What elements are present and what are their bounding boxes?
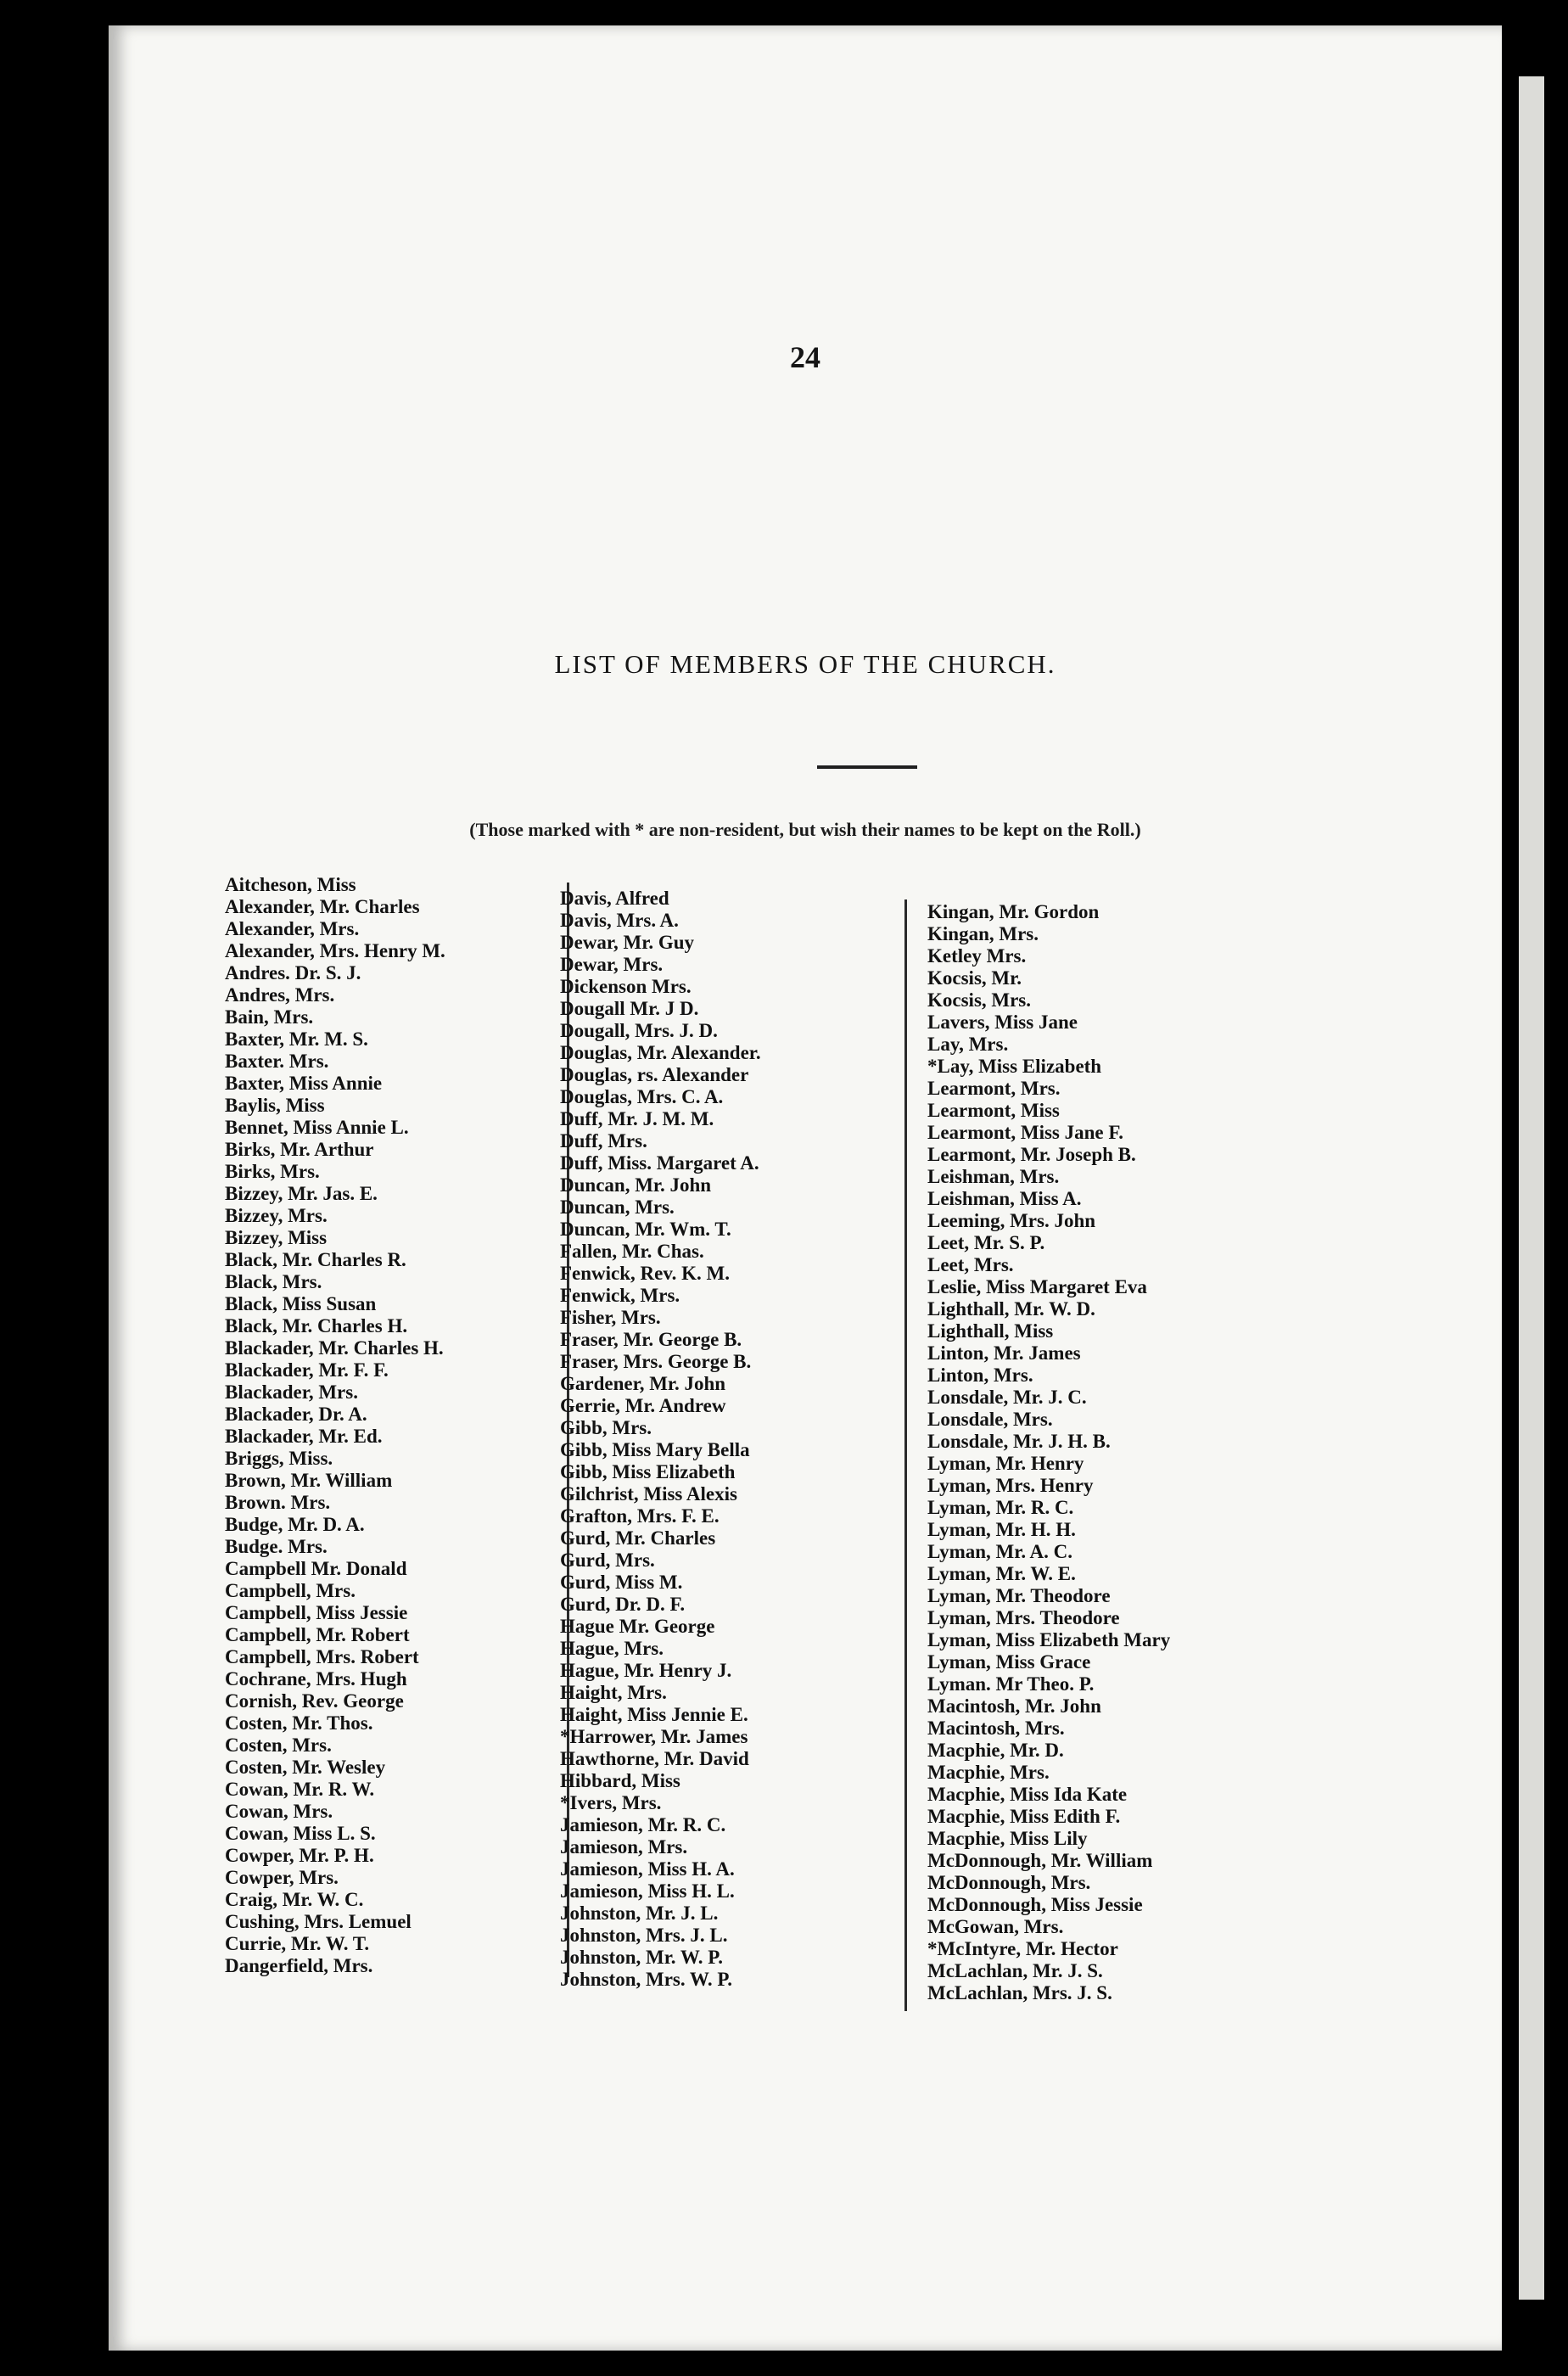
member-name: Gurd, Mrs. <box>560 1549 655 1571</box>
member-name: Lyman, Miss Elizabeth Mary <box>927 1629 1171 1650</box>
member-name: Macphie, Miss Lily <box>927 1828 1088 1849</box>
member-name: Gibb, Miss Mary Bella <box>560 1439 750 1460</box>
member-name: *Ivers, Mrs. <box>560 1792 662 1813</box>
member-name: Lyman, Mr. Theodore <box>927 1585 1111 1606</box>
member-name: Lighthall, Mr. W. D. <box>927 1298 1095 1320</box>
member-name: Lonsdale, Mr. J. C. <box>927 1387 1087 1408</box>
member-name: Dangerfield, Mrs. <box>225 1955 373 1976</box>
member-name: Lyman, Mr. Henry <box>927 1453 1084 1474</box>
member-name: Duff, Mrs. <box>560 1130 647 1152</box>
member-name: Bizzey, Mrs. <box>225 1205 328 1226</box>
member-name: Haight, Mrs. <box>560 1682 667 1703</box>
member-name: Gardener, Mr. John <box>560 1373 726 1394</box>
member-name: Fraser, Mrs. George B. <box>560 1351 752 1372</box>
member-name: Duff, Miss. Margaret A. <box>560 1152 759 1174</box>
member-name: Bizzey, Mr. Jas. E. <box>225 1183 378 1204</box>
member-column-1 <box>225 874 445 1977</box>
member-name: Cornish, Rev. George <box>225 1690 404 1712</box>
member-name: Lyman. Mr Theo. P. <box>927 1673 1095 1695</box>
member-name: Lighthall, Miss <box>927 1320 1054 1342</box>
member-name: Baxter, Mr. M. S. <box>225 1028 368 1050</box>
member-name: Gurd, Mr. Charles <box>560 1527 716 1549</box>
member-name: Gibb, Miss Elizabeth <box>560 1461 736 1482</box>
member-name: Black, Mr. Charles H. <box>225 1315 408 1336</box>
member-name: Duncan, Mr. Wm. T. <box>560 1219 731 1240</box>
member-name: *Lay, Miss Elizabeth <box>927 1056 1102 1077</box>
member-name: Costen, Mrs. <box>225 1734 332 1756</box>
member-name: McLachlan, Mrs. J. S. <box>927 1982 1112 2003</box>
member-name: Lyman, Mrs. Theodore <box>927 1607 1120 1628</box>
member-name: Haight, Miss Jennie E. <box>560 1704 748 1725</box>
member-name: Duff, Mr. J. M. M. <box>560 1108 714 1129</box>
adjacent-page-edge <box>1519 76 1544 2300</box>
member-name: Briggs, Miss. <box>225 1448 333 1469</box>
member-name: Brown, Mr. William <box>225 1470 393 1491</box>
member-name: Leet, Mrs. <box>927 1254 1014 1275</box>
member-name: Lyman, Mr. H. H. <box>927 1519 1076 1540</box>
member-name: Learmont, Miss Jane F. <box>927 1122 1124 1143</box>
member-name: Hibbard, Miss <box>560 1770 680 1791</box>
member-name: Cochrane, Mrs. Hugh <box>225 1668 407 1690</box>
member-name: Cushing, Mrs. Lemuel <box>225 1911 412 1932</box>
title-rule <box>817 765 917 769</box>
member-name: Leet, Mr. S. P. <box>927 1232 1045 1253</box>
member-name: Cowan, Mr. R. W. <box>225 1779 375 1800</box>
member-name: Dewar, Mr. Guy <box>560 932 695 953</box>
member-name: Macintosh, Mr. John <box>927 1695 1101 1717</box>
member-name: Lonsdale, Mrs. <box>927 1409 1053 1430</box>
member-name: Gerrie, Mr. Andrew <box>560 1395 726 1416</box>
member-name: Aitcheson, Miss <box>225 874 356 895</box>
member-name: Blackader, Mr. F. F. <box>225 1359 389 1381</box>
member-name: *Harrower, Mr. James <box>560 1726 748 1747</box>
member-name: Fraser, Mr. George B. <box>560 1329 742 1350</box>
member-name: Costen, Mr. Wesley <box>225 1757 386 1778</box>
member-name: Black, Mr. Charles R. <box>225 1249 406 1270</box>
member-name: Learmont, Miss <box>927 1100 1060 1121</box>
member-name: Dougall Mr. J D. <box>560 998 699 1019</box>
member-name: Alexander, Mr. Charles <box>225 896 420 917</box>
member-name: Cowper, Mr. P. H. <box>225 1845 374 1866</box>
member-name: Dewar, Mrs. <box>560 954 664 975</box>
member-name: Johnston, Mrs. J. L. <box>560 1925 728 1946</box>
member-name: Lyman, Miss Grace <box>927 1651 1091 1673</box>
member-name: Lyman, Mr. R. C. <box>927 1497 1074 1518</box>
member-name: Gurd, Dr. D. F. <box>560 1594 686 1615</box>
member-name: Macphie, Mrs. <box>927 1762 1050 1783</box>
member-name: Fenwick, Rev. K. M. <box>560 1263 730 1284</box>
member-name: Fallen, Mr. Chas. <box>560 1241 704 1262</box>
member-name: Baxter. Mrs. <box>225 1051 329 1072</box>
page-number: 24 <box>790 340 820 374</box>
member-name: Budge, Mr. D. A. <box>225 1514 365 1535</box>
member-name: Jamieson, Mr. R. C. <box>560 1814 726 1835</box>
member-name: Learmont, Mrs. <box>927 1078 1061 1099</box>
member-name: Linton, Mr. James <box>927 1342 1081 1364</box>
member-name: Douglas, Mrs. C. A. <box>560 1086 724 1107</box>
member-name: Lavers, Miss Jane <box>927 1011 1078 1033</box>
member-name: Gilchrist, Miss Alexis <box>560 1483 737 1505</box>
member-name: Alexander, Mrs. Henry M. <box>225 940 445 961</box>
member-name: Macphie, Mr. D. <box>927 1740 1064 1761</box>
member-name: Blackader, Mrs. <box>225 1381 358 1403</box>
member-name: Ketley Mrs. <box>927 945 1027 967</box>
member-name: Jamieson, Mrs. <box>560 1836 688 1858</box>
member-name: Campbell, Mrs. <box>225 1580 356 1601</box>
member-name: Leishman, Mrs. <box>927 1166 1060 1187</box>
member-name: Baylis, Miss <box>225 1095 325 1116</box>
member-name: McGowan, Mrs. <box>927 1916 1064 1937</box>
member-name: Jamieson, Miss H. L. <box>560 1880 735 1902</box>
member-name: McDonnough, Mrs. <box>927 1872 1091 1893</box>
member-name: Campbell, Mrs. Robert <box>225 1646 419 1667</box>
member-name: Baxter, Miss Annie <box>225 1073 383 1094</box>
member-name: Lay, Mrs. <box>927 1034 1009 1055</box>
member-name: Hawthorne, Mr. David <box>560 1748 749 1769</box>
member-name: Bennet, Miss Annie L. <box>225 1117 409 1138</box>
member-name: Macphie, Miss Ida Kate <box>927 1784 1128 1805</box>
member-name: *McIntyre, Mr. Hector <box>927 1938 1118 1959</box>
member-name: Macphie, Miss Edith F. <box>927 1806 1121 1827</box>
member-name: Bain, Mrs. <box>225 1006 314 1028</box>
member-name: Douglas, rs. Alexander <box>560 1064 749 1085</box>
member-name: McDonnough, Miss Jessie <box>927 1894 1143 1915</box>
member-name: Lyman, Mr. W. E. <box>927 1563 1076 1584</box>
member-name: Currie, Mr. W. T. <box>225 1933 370 1954</box>
member-name: Cowan, Miss L. S. <box>225 1823 376 1844</box>
member-name: McLachlan, Mr. J. S. <box>927 1960 1103 1981</box>
member-name: Hague, Mr. Henry J. <box>560 1660 732 1681</box>
member-name: Kocsis, Mr. <box>927 967 1022 989</box>
member-name: Alexander, Mrs. <box>225 918 360 939</box>
member-name: Gurd, Miss M. <box>560 1572 683 1593</box>
member-name: Learmont, Mr. Joseph B. <box>927 1144 1136 1165</box>
member-name: Kingan, Mrs. <box>927 923 1039 944</box>
member-name: Blackader, Mr. Ed. <box>225 1426 383 1447</box>
member-name: McDonnough, Mr. William <box>927 1850 1153 1871</box>
member-name: Duncan, Mrs. <box>560 1196 675 1218</box>
member-name: Kocsis, Mrs. <box>927 989 1032 1011</box>
member-name: Brown. Mrs. <box>225 1492 331 1513</box>
member-name: Campbell, Mr. Robert <box>225 1624 410 1645</box>
member-name: Lonsdale, Mr. J. H. B. <box>927 1431 1111 1452</box>
member-name: Johnston, Mr. J. L. <box>560 1902 719 1924</box>
member-column-2 <box>560 888 761 1991</box>
member-name: Davis, Alfred <box>560 888 669 909</box>
page-title: LIST OF MEMBERS OF THE CHURCH. <box>554 649 1056 679</box>
member-name: Dickenson Mrs. <box>560 976 692 997</box>
member-name: Andres. Dr. S. J. <box>225 962 361 983</box>
member-name: Leslie, Miss Margaret Eva <box>927 1276 1147 1297</box>
member-name: Bizzey, Miss <box>225 1227 328 1248</box>
member-name: Birks, Mrs. <box>225 1161 320 1182</box>
member-name: Budge. Mrs. <box>225 1536 328 1557</box>
column-divider <box>904 899 907 2011</box>
member-name: Leishman, Miss A. <box>927 1188 1082 1209</box>
member-name: Black, Miss Susan <box>225 1293 377 1314</box>
member-name: Cowper, Mrs. <box>225 1867 339 1888</box>
member-name: Hague, Mrs. <box>560 1638 664 1659</box>
member-name: Andres, Mrs. <box>225 984 335 1006</box>
member-name: Davis, Mrs. A. <box>560 910 679 931</box>
member-name: Craig, Mr. W. C. <box>225 1889 364 1910</box>
member-name: Black, Mrs. <box>225 1271 322 1292</box>
member-name: Grafton, Mrs. F. E. <box>560 1505 720 1527</box>
member-name: Hague Mr. George <box>560 1616 715 1637</box>
member-name: Dougall, Mrs. J. D. <box>560 1020 718 1041</box>
member-name: Johnston, Mr. W. P. <box>560 1947 723 1968</box>
member-name: Campbell Mr. Donald <box>225 1558 407 1579</box>
member-name: Lyman, Mrs. Henry <box>927 1475 1094 1496</box>
member-name: Fisher, Mrs. <box>560 1307 661 1328</box>
member-name: Lyman, Mr. A. C. <box>927 1541 1073 1562</box>
member-name: Birks, Mr. Arthur <box>225 1139 374 1160</box>
member-name: Linton, Mrs. <box>927 1365 1033 1386</box>
member-name: Blackader, Mr. Charles H. <box>225 1337 444 1359</box>
member-name: Campbell, Miss Jessie <box>225 1602 408 1623</box>
member-name: Blackader, Dr. A. <box>225 1404 367 1425</box>
member-name: Leeming, Mrs. John <box>927 1210 1096 1231</box>
member-name: Kingan, Mr. Gordon <box>927 901 1100 922</box>
member-name: Macintosh, Mrs. <box>927 1718 1065 1739</box>
member-name: Costen, Mr. Thos. <box>225 1712 373 1734</box>
member-name: Johnston, Mrs. W. P. <box>560 1969 733 1990</box>
member-name: Fenwick, Mrs. <box>560 1285 680 1306</box>
roll-note: (Those marked with * are non-resident, but wish their names to be kept on the Roll.) <box>469 819 1141 840</box>
member-name: Douglas, Mr. Alexander. <box>560 1042 761 1063</box>
member-name: Cowan, Mrs. <box>225 1801 333 1822</box>
member-name: Duncan, Mr. John <box>560 1174 712 1196</box>
member-name: Gibb, Mrs. <box>560 1417 652 1438</box>
member-name: Jamieson, Miss H. A. <box>560 1858 735 1880</box>
member-column-3 <box>927 901 1170 2004</box>
